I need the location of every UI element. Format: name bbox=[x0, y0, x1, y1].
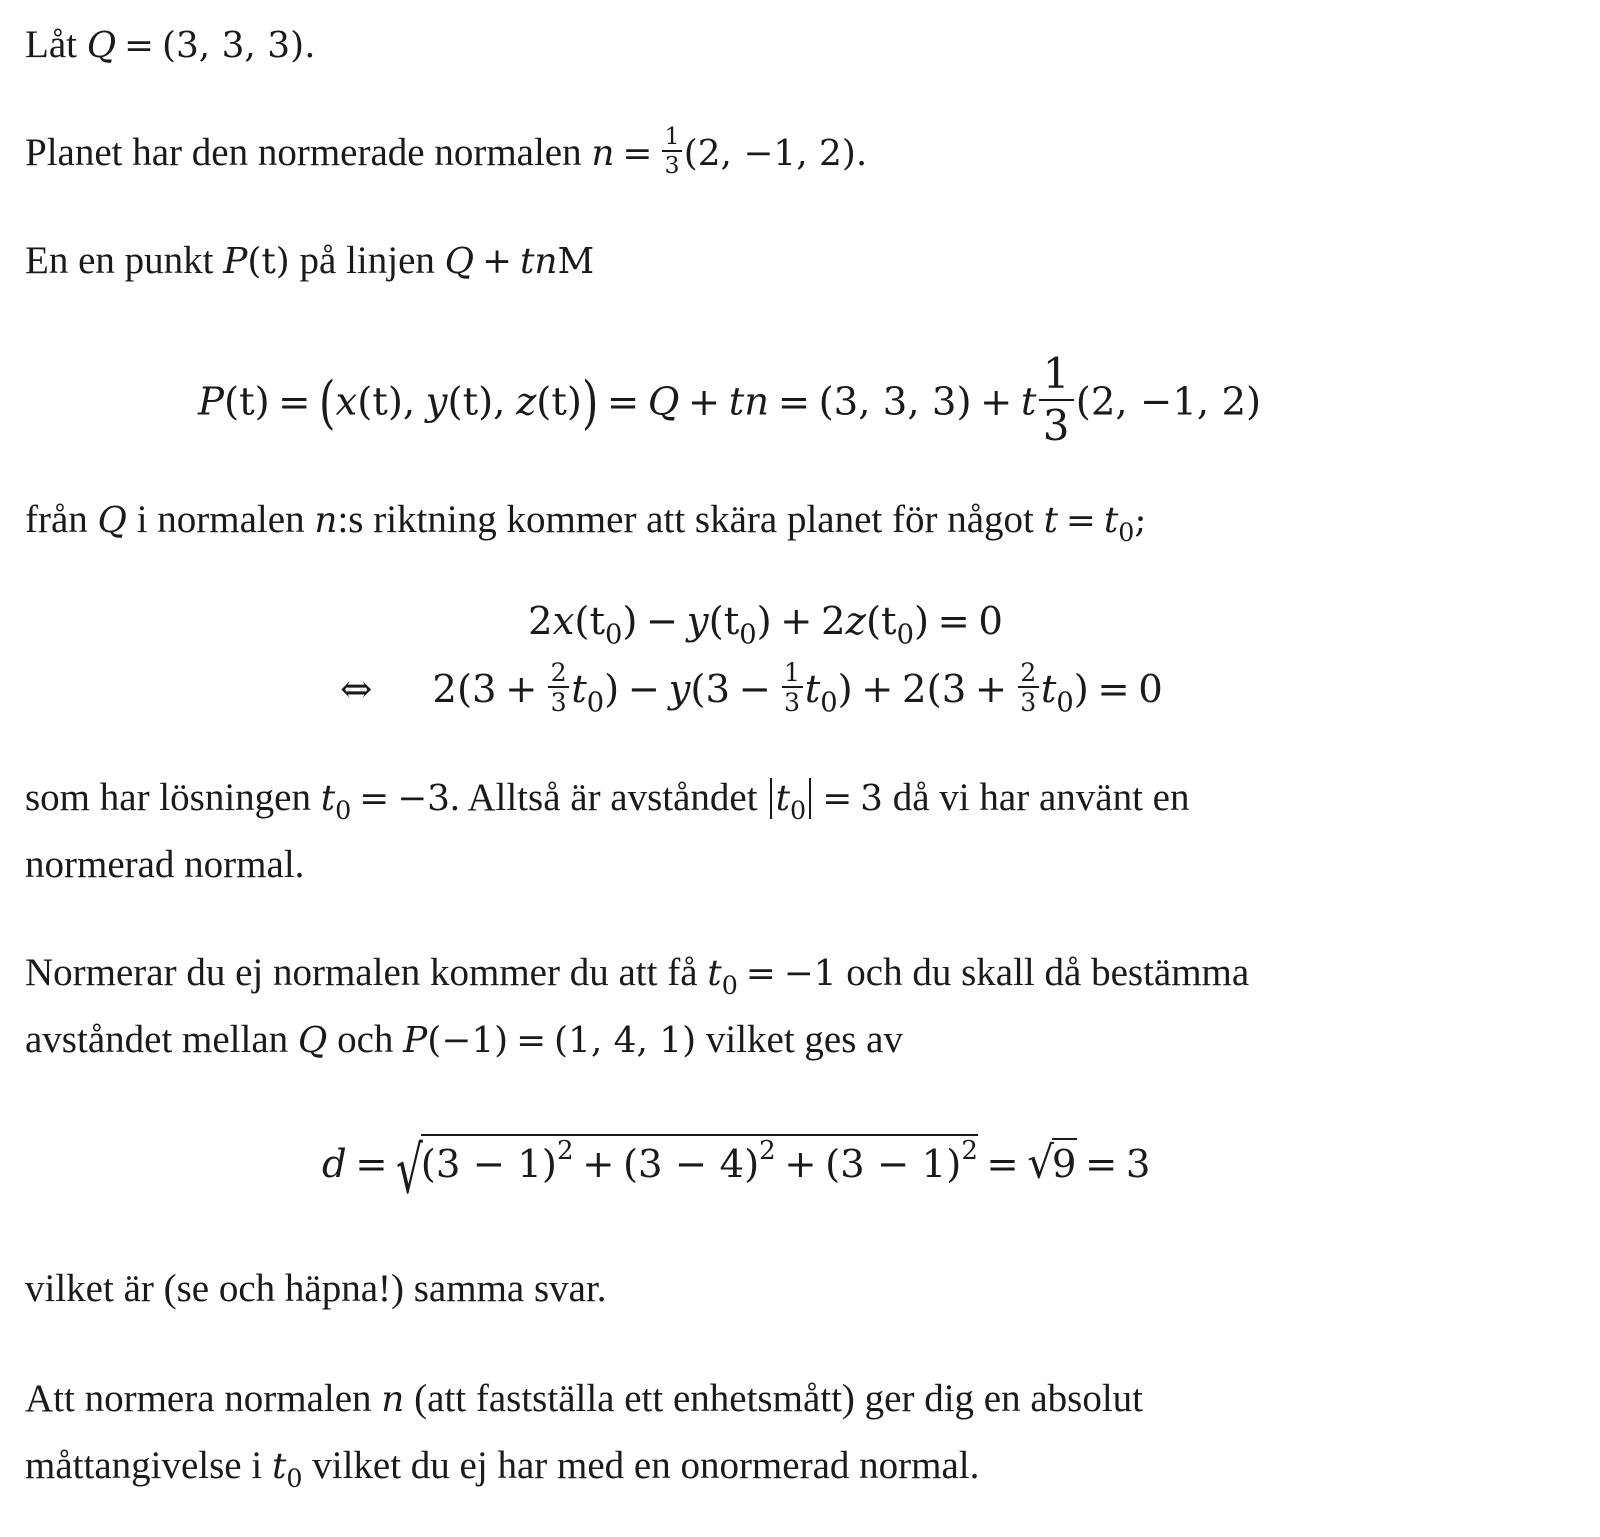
math-plus: + bbox=[582, 1142, 615, 1187]
math-var-p: P bbox=[223, 241, 248, 282]
math-number: 9 bbox=[1051, 1142, 1077, 1187]
equation-line-param bbox=[198, 348, 1262, 452]
math-point: (3, 3, 3) bbox=[818, 379, 972, 425]
fraction-denominator: 3 bbox=[1042, 400, 1070, 450]
math-minus: − bbox=[645, 599, 679, 644]
math-var-p: P bbox=[403, 1020, 428, 1061]
math-subscript: 0 bbox=[820, 687, 838, 719]
math-subscript: 0 bbox=[789, 794, 807, 825]
math-paren: ) bbox=[1073, 667, 1089, 712]
math-fraction bbox=[662, 122, 682, 179]
math-number: −3 bbox=[397, 778, 450, 819]
text: . Alltså är avståndet bbox=[450, 776, 758, 819]
math-var-n: n bbox=[314, 500, 338, 541]
text: på linjen bbox=[299, 239, 435, 282]
math-expr: (3 bbox=[690, 667, 731, 712]
math-equals: = bbox=[986, 1142, 1019, 1187]
paragraph-intersection bbox=[25, 487, 1575, 554]
math-arg: (t), bbox=[447, 379, 506, 425]
math-equals: = bbox=[359, 778, 390, 819]
equation-distance bbox=[322, 1130, 1151, 1208]
paragraph-solution bbox=[25, 765, 1575, 898]
math-arg: (t bbox=[574, 599, 605, 644]
math-tn: tn bbox=[519, 241, 558, 282]
math-var-t: t bbox=[1043, 500, 1059, 541]
paragraph-unnormalized bbox=[25, 940, 1575, 1074]
math-subscript: 0 bbox=[1118, 516, 1135, 547]
math-equals: = bbox=[777, 379, 811, 425]
math-arg: (t) bbox=[536, 379, 582, 425]
math-var-z: z bbox=[845, 599, 866, 644]
math-equals: = bbox=[822, 778, 853, 819]
paragraph-conclusion bbox=[25, 1366, 1575, 1500]
math-var-q: Q bbox=[97, 500, 127, 541]
fraction-numerator: 1 bbox=[782, 660, 803, 688]
math-iff-arrow: ⇔ bbox=[340, 667, 373, 712]
text: vilket är (se och häpna!) samma svar. bbox=[25, 1267, 607, 1310]
math-var-z: z bbox=[515, 379, 537, 425]
text: Normerar du ej normalen kommer du att få bbox=[25, 951, 698, 994]
math-var-t: t bbox=[775, 778, 790, 819]
math-var-d: d bbox=[322, 1142, 347, 1187]
math-term: (3 − 1) bbox=[825, 1142, 962, 1187]
period: . bbox=[304, 25, 316, 66]
math-fraction bbox=[548, 657, 569, 717]
text: (att fastställa ett enhetsmått) ger dig en absolut bbox=[414, 1377, 1144, 1420]
math-number: 0 bbox=[978, 599, 1003, 644]
text: Att normera normalen bbox=[25, 1377, 372, 1420]
math-subscript: 0 bbox=[721, 969, 738, 1000]
text: vilket du ej har med en onormerad normal. bbox=[312, 1444, 980, 1487]
math-plus: + bbox=[481, 241, 513, 282]
math-exponent: 2 bbox=[557, 1135, 574, 1166]
math-term: (3 − 4) bbox=[622, 1142, 760, 1187]
math-var-t: t bbox=[571, 667, 587, 712]
paragraph-let-q bbox=[25, 12, 1575, 79]
math-plus: + bbox=[980, 379, 1013, 425]
math-minus: − bbox=[627, 667, 661, 712]
fraction-numerator: 1 bbox=[1039, 353, 1074, 401]
math-number: −1 bbox=[783, 953, 837, 994]
radical-sign: √ bbox=[1027, 1136, 1055, 1189]
math-var-t: t bbox=[804, 667, 821, 712]
semicolon: ; bbox=[1134, 500, 1147, 541]
math-paren: ) bbox=[913, 599, 930, 644]
math-expr: 2(3 bbox=[432, 667, 497, 712]
text: normerad normal. bbox=[25, 843, 305, 886]
math-equals: = bbox=[1085, 1142, 1118, 1187]
math-expr: 2(3 bbox=[902, 667, 967, 712]
math-var-q: Q bbox=[297, 1020, 328, 1061]
math-equals: = bbox=[745, 953, 776, 994]
math-paren: ) bbox=[622, 599, 638, 644]
text: :s riktning kommer att skära planet för något bbox=[337, 498, 1034, 541]
math-var-t: t bbox=[1103, 500, 1119, 541]
math-var-x: x bbox=[552, 599, 575, 644]
text: vilket ges av bbox=[705, 1018, 903, 1061]
math-equals: = bbox=[278, 379, 311, 425]
text: Planet har den normerade normalen bbox=[25, 131, 582, 174]
math-fraction bbox=[1018, 657, 1039, 717]
math-plus: + bbox=[505, 667, 538, 712]
math-equals: = bbox=[606, 379, 640, 425]
math-vector: (2, −1, 2) bbox=[683, 133, 856, 174]
math-paren: ) bbox=[604, 667, 620, 712]
fraction-numerator: 2 bbox=[1018, 660, 1039, 688]
math-vector: (2, −1, 2) bbox=[1075, 379, 1262, 425]
math-var-y: y bbox=[686, 599, 709, 644]
math-number: 2 bbox=[528, 599, 553, 644]
math-minus: − bbox=[738, 667, 771, 712]
math-plus: + bbox=[784, 1142, 817, 1187]
square-root bbox=[396, 1131, 978, 1208]
math-equals: = bbox=[124, 25, 155, 66]
square-root bbox=[1027, 1130, 1076, 1197]
math-subscript: 0 bbox=[1056, 687, 1074, 719]
text: i normalen bbox=[136, 498, 305, 541]
text: som har lösningen bbox=[25, 776, 311, 819]
math-var-q: Q bbox=[647, 379, 680, 425]
fraction-denominator: 3 bbox=[664, 150, 680, 179]
fraction-denominator: 3 bbox=[784, 687, 801, 717]
math-left-paren: ( bbox=[319, 368, 336, 436]
fraction-denominator: 3 bbox=[550, 687, 567, 717]
radical-sign: √ bbox=[396, 1131, 423, 1208]
math-var-t: t bbox=[320, 778, 336, 819]
math-fraction bbox=[782, 657, 803, 717]
text: måttangivelse i bbox=[25, 1444, 263, 1487]
math-subscript: 0 bbox=[896, 619, 914, 651]
math-var-q: Q bbox=[86, 25, 117, 66]
math-equals: = bbox=[1065, 500, 1096, 541]
math-var-n: n bbox=[381, 1379, 405, 1420]
math-equals: = bbox=[516, 1020, 547, 1061]
math-var-x: x bbox=[335, 379, 358, 425]
text: Låt bbox=[25, 23, 77, 66]
math-equals: = bbox=[1097, 667, 1130, 712]
math-subscript: 0 bbox=[286, 1462, 303, 1493]
math-equals: = bbox=[355, 1142, 388, 1187]
math-var-p: P bbox=[198, 379, 224, 425]
math-plus: + bbox=[780, 599, 813, 644]
fraction-numerator: 2 bbox=[548, 660, 569, 688]
period: . bbox=[855, 133, 868, 174]
math-subscript: 0 bbox=[335, 794, 352, 825]
math-arg: (t) bbox=[247, 241, 290, 282]
math-paren: ) bbox=[756, 599, 772, 644]
abs-bar-left bbox=[770, 778, 772, 819]
text: avståndet mellan bbox=[25, 1018, 289, 1061]
math-tail: M bbox=[557, 241, 595, 282]
equation-plane-line1 bbox=[528, 590, 1003, 653]
paragraph-point-on-line bbox=[25, 228, 1575, 295]
math-var-t: t bbox=[707, 953, 722, 994]
math-number: 3 bbox=[1125, 1142, 1151, 1187]
math-subscript: 0 bbox=[739, 619, 757, 651]
math-arg: (t bbox=[708, 599, 740, 644]
math-var-y: y bbox=[668, 667, 691, 712]
math-tn: tn bbox=[728, 379, 770, 425]
radicand bbox=[421, 1134, 978, 1187]
math-point: (3, 3, 3) bbox=[161, 25, 305, 66]
math-var-t: t bbox=[1040, 667, 1057, 712]
math-paren: ) bbox=[837, 667, 853, 712]
math-plus: + bbox=[974, 667, 1008, 712]
math-number: 0 bbox=[1138, 667, 1163, 712]
math-var-q: Q bbox=[444, 241, 475, 282]
math-equals: = bbox=[622, 133, 653, 174]
math-point: (1, 4, 1) bbox=[554, 1020, 697, 1061]
math-plus: + bbox=[687, 379, 721, 425]
math-arg: (t) bbox=[224, 379, 270, 425]
paragraph-same-answer bbox=[25, 1256, 1575, 1322]
text: och bbox=[337, 1018, 394, 1061]
math-subscript: 0 bbox=[604, 619, 623, 651]
math-subscript: 0 bbox=[586, 687, 605, 719]
paragraph-normal bbox=[25, 120, 1575, 187]
math-var-y: y bbox=[425, 379, 448, 425]
fraction-numerator: 1 bbox=[662, 125, 682, 151]
math-exponent: 2 bbox=[961, 1135, 978, 1166]
radicand bbox=[1052, 1138, 1077, 1187]
math-var-t: t bbox=[271, 1446, 287, 1487]
math-number: 3 bbox=[860, 778, 883, 819]
fraction-denominator: 3 bbox=[1020, 687, 1037, 717]
text: då vi har använt en bbox=[892, 776, 1190, 819]
math-arg: (−1) bbox=[427, 1020, 509, 1061]
text: från bbox=[25, 498, 88, 541]
math-arg: (t bbox=[865, 599, 897, 644]
text: En en punkt bbox=[25, 239, 214, 282]
abs-bar-right bbox=[809, 778, 811, 819]
text: och du skall då bestämma bbox=[846, 951, 1250, 994]
equation-plane-line2 bbox=[340, 658, 1163, 721]
math-number: 2 bbox=[821, 599, 846, 644]
math-arg: (t), bbox=[357, 379, 416, 425]
math-right-paren: ) bbox=[581, 368, 599, 436]
math-equals: = bbox=[937, 599, 970, 644]
math-exponent: 2 bbox=[759, 1135, 776, 1166]
math-plus: + bbox=[861, 667, 894, 712]
math-fraction bbox=[1039, 348, 1074, 450]
math-var-n: n bbox=[591, 133, 615, 174]
math-term: (3 − 1) bbox=[420, 1142, 557, 1187]
math-var-t: t bbox=[1020, 379, 1037, 425]
